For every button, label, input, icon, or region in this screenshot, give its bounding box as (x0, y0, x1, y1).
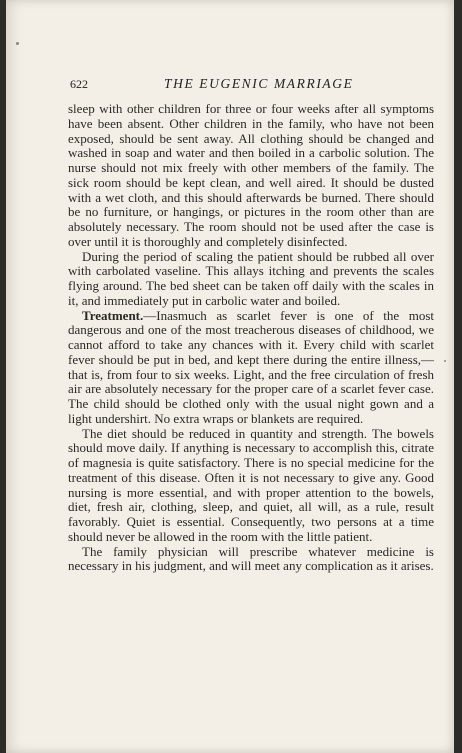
running-head (70, 77, 434, 93)
paragraph-diet: The diet should be reduced in quantity and strength. The bowels should move daily. If anything is necessary to accomplish this, citrate of magnesia is quite satisfactory. There is no special medicine for the treatment of this disease. Often it is not necessary to give any. Good nursing is more essential, and with proper attention to the bowels, diet, fresh air, clothing, sleep, and quiet, all will, as a rule, result favorably. Quiet is essential. Consequently, two persons at a time should never be allowed in the room with the little patient. (68, 425, 434, 544)
paragraph-scaling: During the period of scaling the patient should be rubbed all over with carbolated vaseline. This allays itching and prevents the scales flying around. The bed sheet can be taken off daily with the scales in it, and immediately put in carbolic water and boiled. (68, 248, 434, 308)
paragraph-continuation: sleep with other children for three or four weeks after all symptoms have been absent. Other children in the family, who have not been exposed, should be sent away. All clothing should be changed and washed in soap and water and then boiled in a carbolic solution. The nurse should not mix freely with other members of the family. The sick room should be kept clean, and well aired. It should be dusted with a wet cloth, and this should afterwards be burned. There should be no furniture, or hangings, or pictures in the room other than are absolutely necessary. The room should not be used after the case is over until it is thoroughly and completely disinfected. (68, 101, 434, 249)
body-text (68, 102, 434, 574)
paragraph-treatment (68, 309, 434, 427)
book-page (6, 0, 454, 753)
page-number: 622 (70, 77, 88, 91)
run-in-heading-treatment: Treatment. (82, 307, 144, 323)
paragraph-physician: The family physician will prescribe whatever medicine is necessary in his judgment, and will meet any complication as it arises. (68, 543, 434, 574)
paper-speck (16, 42, 19, 45)
paragraph-treatment-text: —Inasmuch as scarlet fever is one of the most dangerous and one of the most treacherous diseases of childhood, we cannot afford to take any chances with it. Every child with scarlet fever should be put in bed, and kept there during the entire illness,—that is, from four to six weeks. Light, and the free circulation of fresh air are absolutely necessary for the proper care of a scarlet fever case. The child should be clothed only with the usual night gown and a light undershirt. No extra wraps or blankets are required. (68, 307, 434, 426)
paper-speck (444, 360, 446, 362)
running-title: THE EUGENIC MARRIAGE (164, 76, 354, 91)
